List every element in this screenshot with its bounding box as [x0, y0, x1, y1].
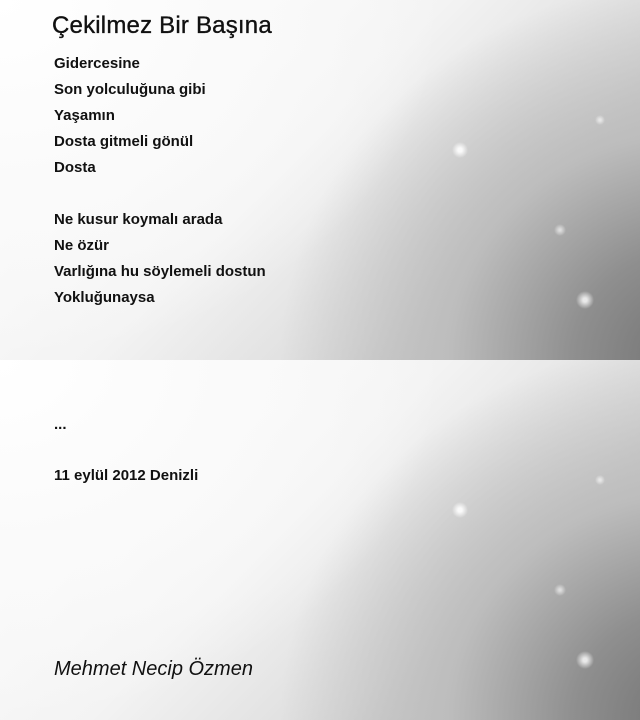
poem-date-place: 11 eylül 2012 Denizli — [54, 467, 199, 484]
poem-title: Çekilmez Bir Başına — [52, 12, 272, 39]
poem-line: Yokluğunaysa — [54, 289, 155, 306]
poem-line: Ne kusur koymalı arada — [54, 211, 223, 228]
poem-line: Son yolculuğuna gibi — [54, 81, 206, 98]
poem-line: Varlığına hu söylemeli dostun — [54, 263, 266, 280]
poem-line: Ne özür — [54, 237, 110, 254]
poem-line: Yaşamın — [54, 107, 115, 124]
poem-page-bottom — [0, 360, 640, 720]
stanza-2 — [54, 207, 266, 311]
poem-line: Gidercesine — [54, 55, 140, 72]
poem-line: Dosta gitmeli gönül — [54, 133, 194, 150]
poem-author: Mehmet Necip Özmen — [54, 658, 253, 680]
poem-ellipsis: ... — [54, 416, 67, 433]
poem-line: Dosta — [54, 159, 96, 176]
stanza-1 — [54, 51, 206, 181]
